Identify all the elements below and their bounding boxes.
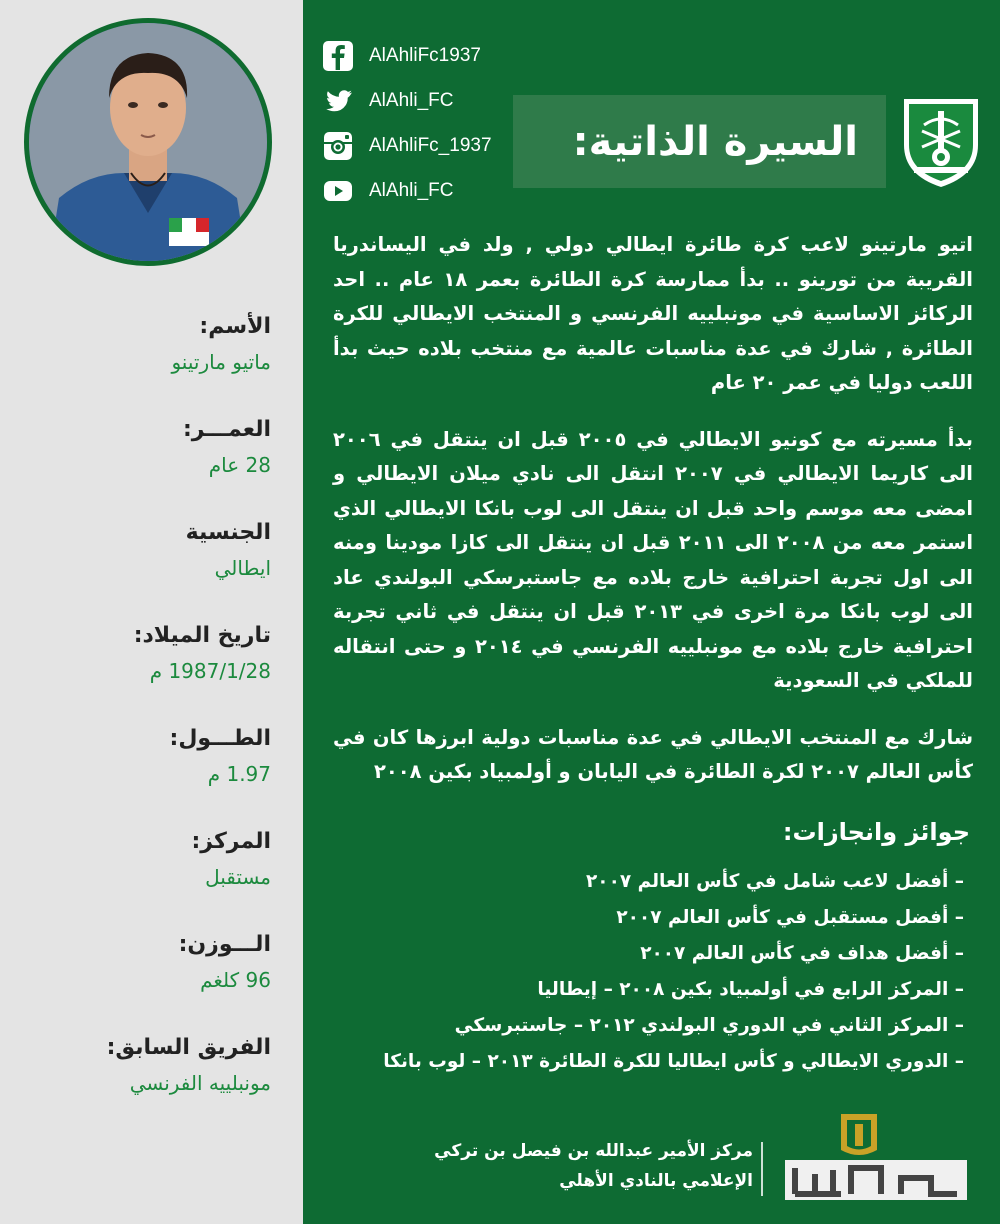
social-handle: AlAhli_FC bbox=[369, 179, 454, 201]
info-label: الطـــول: bbox=[169, 726, 271, 751]
info-label: الـــوزن: bbox=[178, 932, 271, 957]
social-youtube[interactable] bbox=[321, 168, 492, 213]
player-info-list bbox=[31, 312, 271, 1136]
info-height bbox=[31, 724, 271, 827]
player-photo bbox=[29, 23, 267, 261]
bio-paragraph: بدأ مسيرته مع كونيو الايطالي في ٢٠٠٥ قبل ان ينتقل في ٢٠٠٦ الى كاريما الايطالي في ٢٠٠٧ انتقل الى نادي ميلان الايطالي و امضى معه موسم واحد قبل ان ينتقل الى لوب بانكا الايطالي الذي استمر معه من ٢٠٠٨ الى ٢٠١١ قبل ان ينتقل الى كازا مودينا ومنه الى اول تجربة احترافية خارج بلاده مع جاستبرسكي البولندي عاد الى لوب بانكا مرة اخرى في ٢٠١٣ قبل ان ينتقل في ثاني تجربة احترافية خارج بلاده مع مونبلييه الفرنسي في ٢٠١٤ و حتى انتقاله للملكي في السعودية bbox=[333, 427, 974, 692]
info-previous-team bbox=[31, 1033, 271, 1136]
info-label: المركز: bbox=[191, 829, 271, 854]
social-handle: AlAhliFc_1937 bbox=[369, 134, 492, 156]
page-title: السيرة الذاتية: bbox=[572, 118, 858, 165]
info-value: مونبلييه الفرنسي bbox=[129, 1071, 271, 1095]
info-value: 96 كلغم bbox=[200, 968, 271, 992]
social-instagram[interactable] bbox=[321, 123, 492, 168]
twitter-icon bbox=[321, 84, 355, 118]
youtube-icon bbox=[321, 174, 355, 208]
award-item: – أفضل لاعب شامل في كأس العالم ٢٠٠٧ bbox=[585, 871, 964, 892]
info-nationality bbox=[31, 518, 271, 621]
facebook-icon bbox=[321, 39, 355, 73]
award-item: – المركز الرابع في أولمبياد بكين ٢٠٠٨ – إيطاليا bbox=[537, 979, 964, 1000]
bio-paragraph: اتيو مارتينو لاعب كرة طائرة ايطالي دولي , ولد في اليساندريا القريبة من تورينو .. بدأ ممارسة كرة الطائرة بعمر ١٨ عام .. احد الركائز الاساسية في مونبلييه الفرنسي و المنتخب الايطالي للكرة الطائرة , شارك في عدة مناسبات عالمية مع منتخب بلاده حيث بدأ اللعب دوليا في عمر ٢٠ عام bbox=[333, 233, 973, 394]
info-value: 1987/1/28 م bbox=[149, 659, 271, 683]
biography-text bbox=[333, 228, 973, 812]
info-label: الفريق السابق: bbox=[106, 1035, 271, 1060]
instagram-icon bbox=[321, 129, 355, 163]
award-item: – المركز الثاني في الدوري البولندي ٢٠١٢ – جاستبرسكي bbox=[454, 1015, 964, 1036]
footer-line: مركز الأمير عبدالله بن فيصل بن تركي bbox=[434, 1141, 753, 1161]
footer-credit bbox=[363, 1136, 753, 1196]
info-value: ايطالي bbox=[214, 556, 271, 580]
player-avatar bbox=[24, 18, 272, 266]
info-age bbox=[31, 415, 271, 518]
social-twitter[interactable] bbox=[321, 78, 492, 123]
award-item: – أفضل مستقبل في كأس العالم ٢٠٠٧ bbox=[616, 907, 964, 928]
social-links bbox=[321, 33, 492, 213]
info-label: الأسم: bbox=[199, 314, 271, 339]
social-facebook[interactable] bbox=[321, 33, 492, 78]
info-position bbox=[31, 827, 271, 930]
info-label: تاريخ الميلاد: bbox=[133, 623, 271, 648]
bio-paragraph: شارك مع المنتخب الايطالي في عدة مناسبات دولية ابرزها كان في كأس العالم ٢٠٠٧ لكرة الطائرة في اليابان و أولمبياد بكين ٢٠٠٨ bbox=[333, 725, 973, 783]
player-info-panel bbox=[0, 0, 303, 1224]
awards-list bbox=[324, 864, 964, 1080]
awards-title: جوائز وانجازات: bbox=[782, 818, 970, 846]
info-value: 1.97 م bbox=[207, 762, 271, 786]
info-value: ماتيو مارتينو bbox=[171, 350, 271, 374]
award-item: – أفضل هداف في كأس العالم ٢٠٠٧ bbox=[640, 943, 964, 964]
footer-line: الإعلامي بالنادي الأهلي bbox=[559, 1171, 753, 1191]
info-weight bbox=[31, 930, 271, 1033]
info-name bbox=[31, 312, 271, 415]
media-center-logo-icon bbox=[781, 1108, 971, 1204]
biography-panel bbox=[303, 0, 1000, 1224]
page-title-box bbox=[513, 95, 886, 188]
social-handle: AlAhliFc1937 bbox=[369, 44, 481, 66]
info-label: العمـــر: bbox=[182, 417, 271, 442]
info-birthdate bbox=[31, 621, 271, 724]
club-emblem-icon bbox=[900, 95, 982, 190]
award-item: – الدوري الايطالي و كأس ايطاليا للكرة الطائرة ٢٠١٣ – لوب بانكا bbox=[383, 1051, 964, 1072]
footer-divider bbox=[761, 1142, 763, 1196]
info-label: الجنسية bbox=[185, 520, 271, 545]
social-handle: AlAhli_FC bbox=[369, 89, 454, 111]
info-value: مستقبل bbox=[205, 865, 271, 889]
info-value: 28 عام bbox=[208, 453, 271, 477]
